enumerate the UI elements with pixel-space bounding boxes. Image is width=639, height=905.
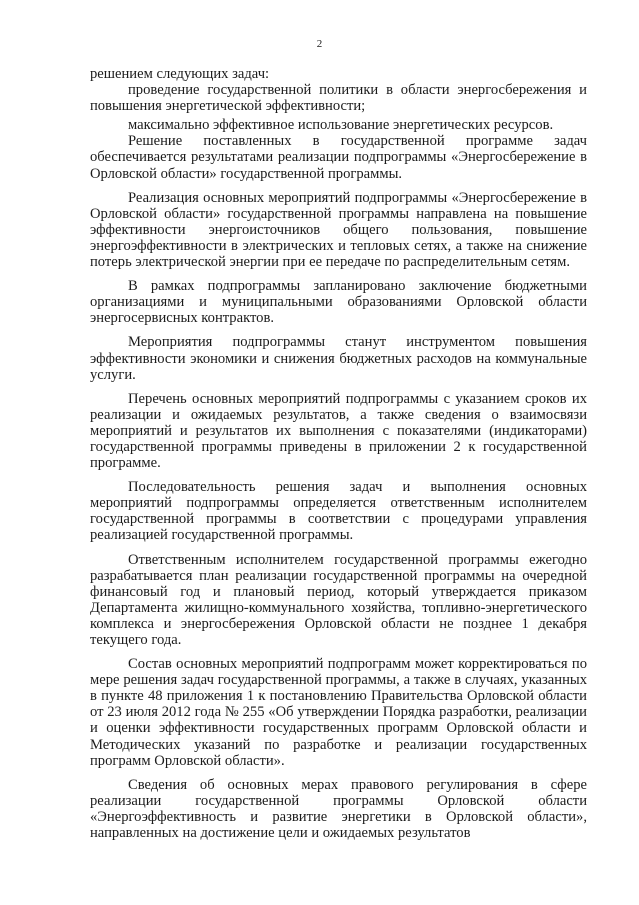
paragraph-intro: решением следующих задач: <box>90 66 270 82</box>
paragraph-sequence: Последовательность решения задач и выполнения основных мероприятий подпрограммы определяется ответственным исполнителем государственной программы в соответствии с процедурами управления реализацией государственной программы. <box>90 479 587 544</box>
paragraph-legal: Сведения об основных мерах правового регулирования в сфере реализации государственной программы Орловской области «Энергоэффективность и развитие энергетики в Орловской области», направленных на достижение цели и ожидаемых результатов <box>90 776 587 842</box>
page-number: 2 <box>316 38 323 50</box>
paragraph-implementation: Реализация основных мероприятий подпрограммы «Энергосбережение в Орловской области» государственной программы направлена на повышение эффективности энергоисточников общего пользования, повышение энергоэффективности в электрических и тепловых сетях, а также на снижение потерь электрической энергии при ее передаче по распределительным сетям. <box>90 189 587 271</box>
paragraph-task-1: проведение государственной политики в области энергосбережения и повышения энергетической эффективности; <box>90 82 587 115</box>
paragraph-solution: Решение поставленных в государственной программе задач обеспечивается результатами реализации подпрограммы «Энергосбережение в Орловской области» государственной программы. <box>90 133 587 182</box>
paragraph-task-2: максимально эффективное использование энергетических ресурсов. <box>128 117 554 134</box>
paragraph-list: Перечень основных мероприятий подпрограммы с указанием сроков их реализации и ожидаемых результатов, а также сведения о взаимосвязи мероприятий и результатов их выполнения с показателями (индикаторами) государственной программы приведены в приложении 2 к государственной программе. <box>90 390 587 472</box>
document-body <box>90 66 587 841</box>
paragraph-plan: Ответственным исполнителем государственной программы ежегодно разрабатывается план реализации государственной программы на очередной финансовый год и плановый период, который утверждается приказом Департамента жилищно-коммунального хозяйства, топливно-энергетического комплекса и энергосбережения Орловской области не позднее 1 декабря текущего года. <box>90 551 587 648</box>
paragraph-composition: Состав основных мероприятий подпрограмм может корректироваться по мере решения задач государственной программы, а также в случаях, указанных в пункте 48 приложения 1 к постановлению Правительства Орловской области от 23 июля 2012 года № 255 «Об утверждении Порядка разработки, реализации и оценки эффективности государственных программ Орловской области и Методических указаний по разработке и реализации государственных программ Орловской области». <box>90 656 587 769</box>
paragraph-measures: Мероприятия подпрограммы станут инструментом повышения эффективности экономики и снижения бюджетных расходов на коммунальные услуги. <box>90 334 587 383</box>
paragraph-contracts: В рамках подпрограммы запланировано заключение бюджетными организациями и муниципальными образованиями Орловской области энергосервисных контрактов. <box>90 278 587 327</box>
